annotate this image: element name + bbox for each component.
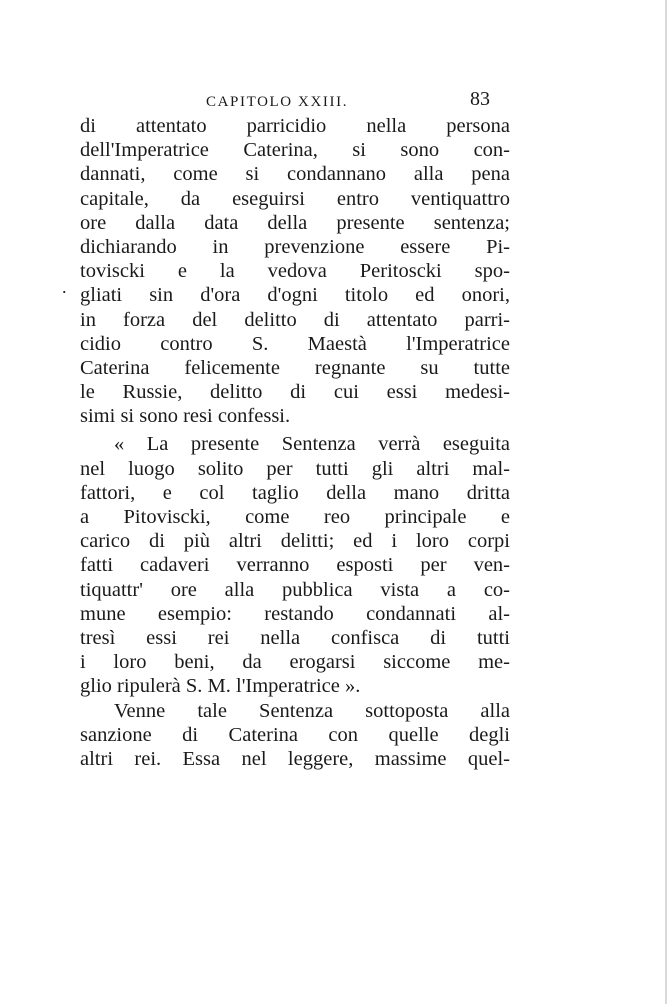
text-line: di attentato parricidio nella persona xyxy=(80,115,510,137)
text-line: glio ripulerà S. M. l'Imperatrice ». xyxy=(80,675,361,698)
page-header xyxy=(80,88,496,116)
text-line: gliati sin d'ora d'ogni titolo ed onori, xyxy=(80,284,510,307)
text-line: nel luogo solito per tutti gli altri mal- xyxy=(80,457,510,480)
text-line: i loro beni, da erogarsi siccome me- xyxy=(80,651,510,674)
text-line: fatti cadaveri verranno esposti per ven- xyxy=(80,554,510,577)
text-line: tiquattr' ore alla pubblica vista a co- xyxy=(80,578,510,601)
text-line: dannati, come si condannano alla pena xyxy=(80,163,510,186)
text-line: fattori, e col taglio della mano dritta xyxy=(80,481,510,504)
running-head: CAPITOLO XXIII. xyxy=(206,94,349,110)
text-line: Venne tale Sentenza sottoposta alla xyxy=(114,699,510,722)
page-number: 83 xyxy=(470,88,490,110)
body-text xyxy=(80,114,510,771)
text-line: simi si sono resi confessi. xyxy=(80,405,291,428)
text-line: altri rei. Essa nel leggere, massime quel- xyxy=(80,747,510,770)
text-line: mune esempio: restando condannati al- xyxy=(80,602,510,625)
text-line: Caterina felicemente regnante su tutte xyxy=(80,356,510,379)
margin-mark: . xyxy=(62,277,67,297)
text-line: tresì essi rei nella confisca di tutti xyxy=(80,626,510,649)
text-line: toviscki e la vedova Peritoscki spo- xyxy=(80,260,510,283)
text-line: « La presente Sentenza verrà eseguita xyxy=(114,433,510,456)
text-line: in forza del delitto di attentato parri- xyxy=(80,308,510,331)
page-edge xyxy=(665,0,667,1004)
text-line: le Russie, delitto di cui essi medesi- xyxy=(80,381,510,404)
text-line: a Pitoviscki, come reo principale e xyxy=(80,506,510,528)
text-line: ore dalla data della presente sentenza; xyxy=(80,211,510,234)
text-line: dichiarando in prevenzione essere Pi- xyxy=(80,235,510,258)
text-line: dell'Imperatrice Caterina, si sono con- xyxy=(80,139,510,162)
text-line: sanzione di Caterina con quelle degli xyxy=(80,723,510,746)
text-line: carico di più altri delitti; ed i loro corpi xyxy=(80,530,510,553)
text-line: cidio contro S. Maestà l'Imperatrice xyxy=(80,332,510,355)
text-line: capitale, da eseguirsi entro ventiquattro xyxy=(80,187,510,210)
